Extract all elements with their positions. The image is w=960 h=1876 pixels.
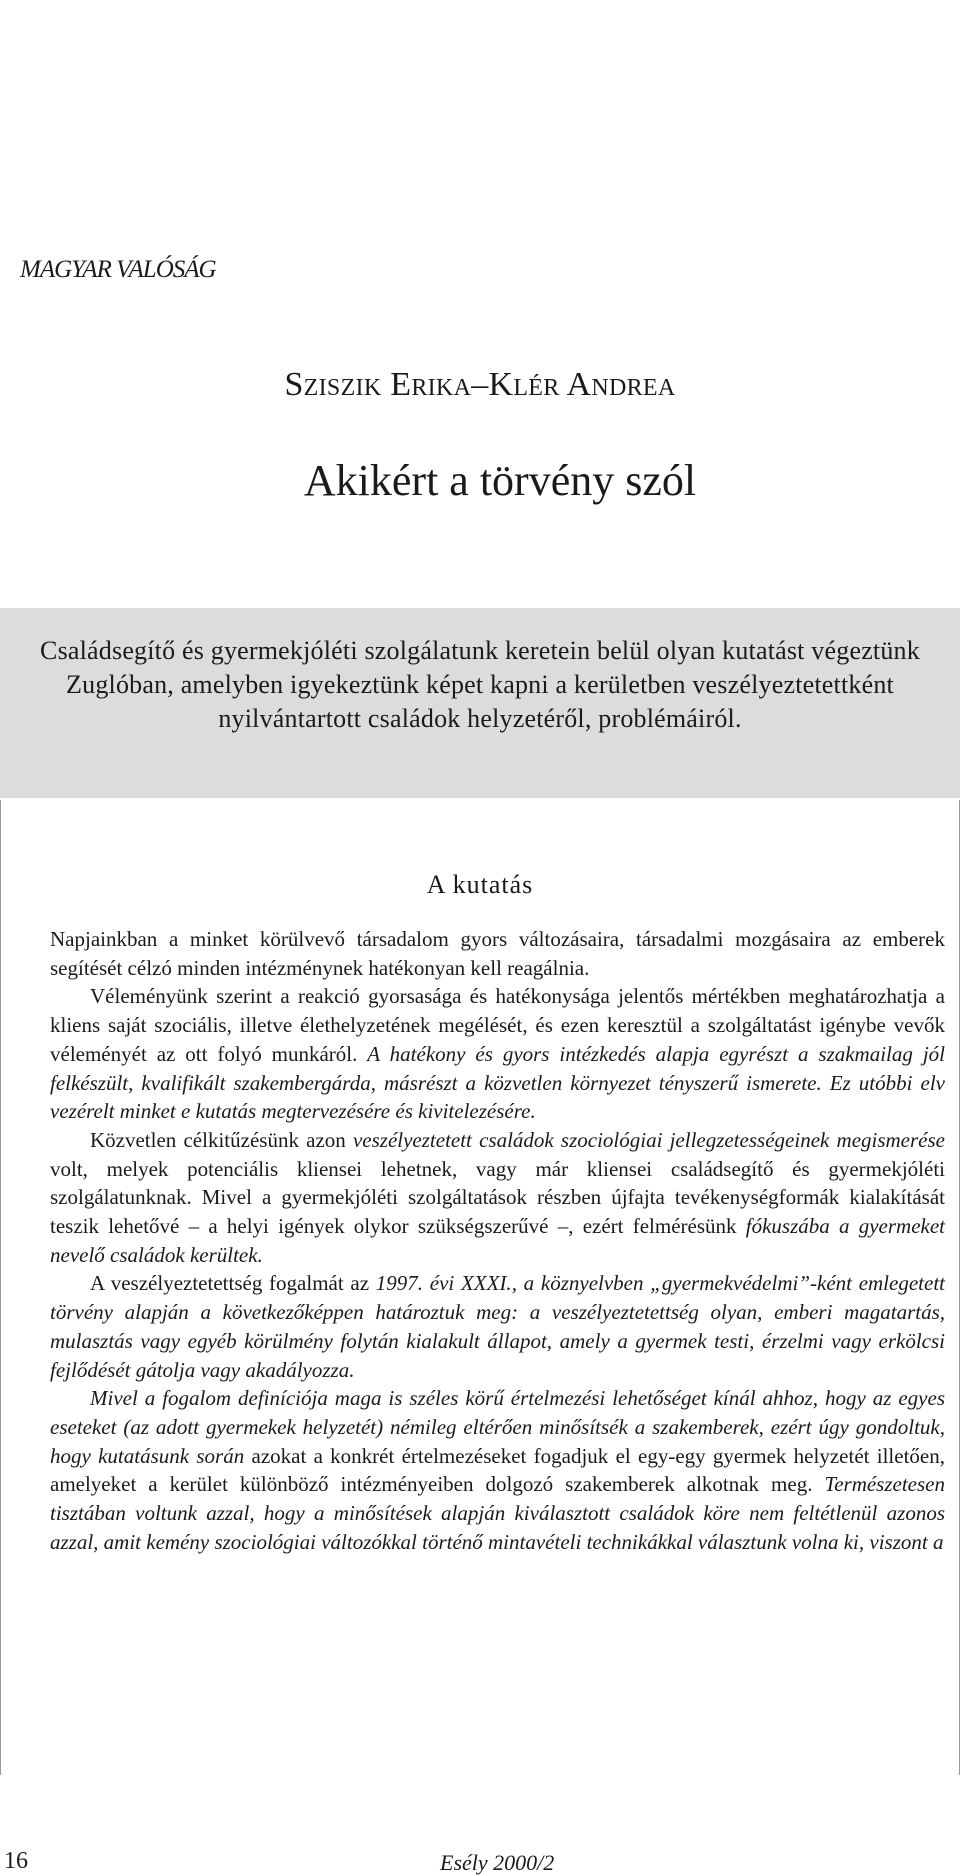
article-title: Akikért a törvény szól	[303, 456, 697, 505]
article-authors: Sziszik Erika–Klér Andrea	[284, 366, 676, 403]
abstract-text: Családsegítő és gyermekjóléti szolgálatunk keretein belül olyan kutatást végeztünk Zuglóban, amelyben igyekeztünk képet kapni a kerületben veszélyeztetettként nyilvántartott családok helyzetéről, problémáiról.	[40, 636, 920, 733]
paragraph-3: Közvetlen célkitűzésünk azon veszélyeztetett családok szociológiai jellegzetességeinek megismerése volt, melyek potenciális kliensei lehetnek, vagy már kliensei családsegítő és gyermekjóléti szolgálatunknak. Mivel a gyermekjóléti szolgáltatások részben újfajta tevékenységformák kialakítását teszik lehetővé – a helyi igények olykor szükségszerűvé –, ezért felmérésünk fókuszába a gyermeket nevelő családok kerültek.	[50, 1127, 945, 1267]
section-heading: A kutatás	[426, 870, 534, 899]
abstract-box	[0, 608, 960, 798]
section-label: MAGYAR VALÓSÁG	[20, 256, 216, 283]
paragraph-4: A veszélyeztetettség fogalmát az 1997. évi XXXI., a köznyelvben „gyermekvédelmi”-ként emlegetett törvény alapján a következőképpen határoztuk meg: a veszélyeztetettség olyan, emberi magatartás, mulasztás vagy egyéb körülmény folytán kialakult állapot, amely a gyermek testi, érzelmi vagy erkölcsi fejlődését gátolja vagy akadályozza.	[50, 1271, 945, 1382]
article-body	[50, 925, 945, 1556]
paragraph-2: Véleményünk szerint a reakció gyorsasága és hatékonysága jelentős mértékben meghatározhatja a kliens saját szociális, illetve élethelyzetének megélését, és ezen keresztül a szolgáltatást igénybe vevők véleményét az ott folyó munkáról. A hatékony és gyors intézkedés alapja egyrészt a szakmailag jól felkészült, kvalifikált szakembergárda, másrészt a közvetlen környezet tényszerű ismerete. Ez utóbbi elv vezérelt minket e kutatás megtervezésére és kivitelezésére.	[50, 984, 945, 1124]
paragraph-5: Mivel a fogalom definíciója maga is széles körű értelmezési lehetőséget kínál ahhoz, hogy az egyes eseteket (az adott gyermekek helyzetét) némileg eltérően minősítsék a szakemberek, ezért úgy gondoltuk, hogy kutatásunk során azokat a konkrét értelmezéseket fogadjuk el egy-egy gyermek helyzetét illetően, amelyeket a kerület különböző intézményeiben dolgozó szakemberek alkotnak meg. Természetesen tisztában voltunk azzal, hogy a minősítések alapján kiválasztott családok köre nem feltétlenül azonos azzal, amit kemény szociológiai változókkal történő mintavételi technikákkal választunk volna ki, viszont a	[50, 1386, 945, 1554]
journal-footer: Esély 2000/2	[440, 1850, 555, 1875]
paragraph-1: Napjainkban a minket körülvevő társadalom gyors változásaira, társadalmi mozgásaira az emberek segítését célzó minden intézménynek hatékonyan kell reagálnia.	[50, 927, 945, 980]
page-number: 16	[4, 1848, 28, 1874]
left-rule	[0, 800, 1, 1775]
